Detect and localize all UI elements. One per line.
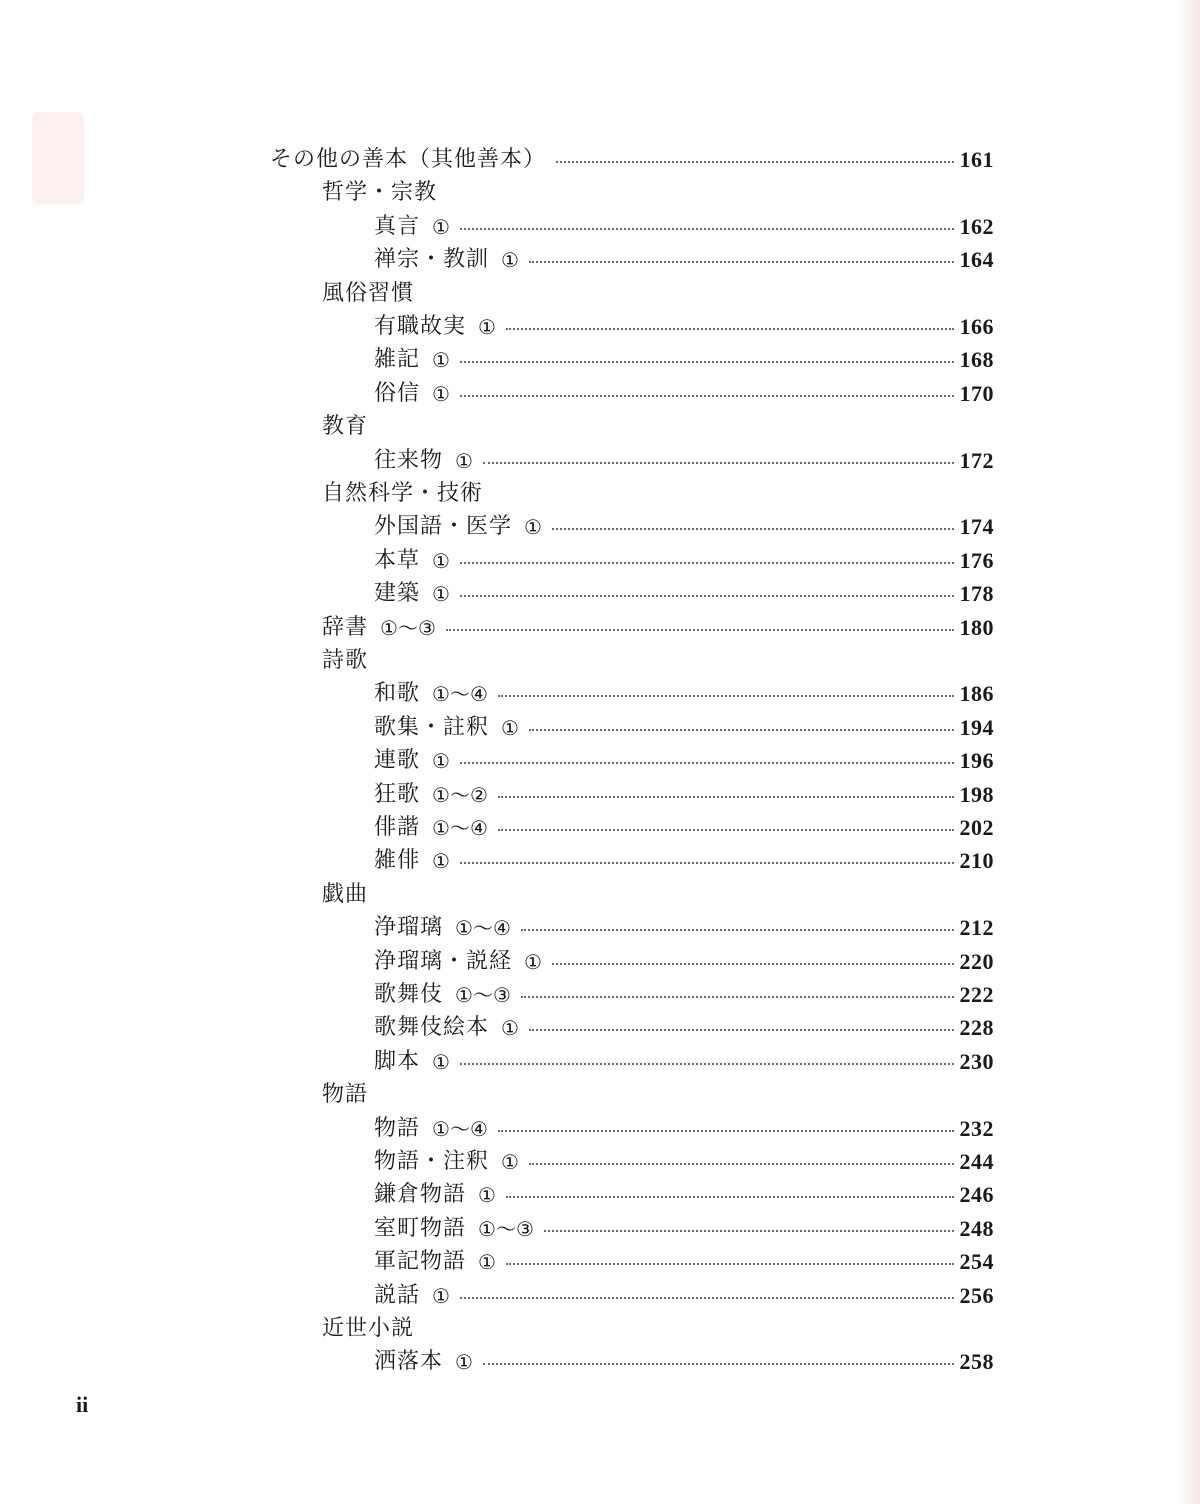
toc-entry	[374, 945, 994, 979]
entry-label: 外国語・医学	[374, 514, 513, 540]
section-heading: 近世小説	[322, 1316, 415, 1341]
entry-label: 歌集・註釈	[374, 714, 490, 740]
toc-entry	[374, 1112, 994, 1146]
volume-mark: ①	[501, 715, 519, 740]
dot-leader	[483, 462, 954, 464]
page-number: 220	[959, 948, 994, 974]
entry-label: 浄瑠璃	[374, 915, 444, 941]
entry-label: 狂歌	[374, 781, 421, 807]
toc-entry	[374, 677, 994, 711]
toc-entry	[374, 1245, 994, 1279]
entry-label: 洒落本	[374, 1349, 444, 1375]
dot-leader	[460, 595, 954, 597]
dot-leader	[529, 1029, 954, 1031]
toc-entry	[374, 711, 994, 745]
section-heading: 物語	[322, 1082, 369, 1108]
page-number: 244	[959, 1149, 994, 1174]
volume-mark: ①	[478, 1183, 496, 1208]
entry-label: 室町物語	[374, 1215, 467, 1241]
entry-label: 雑俳	[374, 848, 421, 874]
section-heading: 哲学・宗教	[322, 180, 438, 206]
page-number: 180	[959, 614, 994, 640]
volume-mark: ①〜④	[432, 816, 488, 840]
section-heading: 教育	[322, 414, 369, 440]
toc-entry	[374, 377, 994, 411]
page-number: 258	[959, 1349, 994, 1375]
page-number: 202	[959, 815, 994, 840]
toc-entry	[374, 978, 994, 1012]
toc-entry	[374, 1178, 994, 1212]
entry-label: 軍記物語	[374, 1249, 467, 1275]
page-number: 161	[959, 147, 994, 172]
section-heading: 自然科学・技術	[322, 481, 484, 506]
page-number: 186	[959, 681, 994, 707]
toc-entry	[374, 744, 994, 778]
entry-label: 本草	[374, 547, 421, 573]
entry-label: 歌舞伎	[374, 982, 444, 1007]
dot-leader	[506, 1263, 954, 1265]
page-number: 254	[959, 1249, 994, 1275]
page-number: 178	[959, 581, 994, 607]
volume-mark: ①	[432, 381, 450, 406]
toc-entry	[374, 1279, 994, 1313]
volume-mark: ①〜②	[432, 782, 488, 807]
dot-leader	[483, 1363, 954, 1365]
entry-label: 俗信	[374, 380, 421, 406]
volume-mark: ①	[501, 1150, 519, 1174]
dot-leader	[552, 963, 954, 965]
volume-mark: ①〜④	[455, 916, 511, 941]
entry-label: その他の善本（其他善本）	[270, 147, 547, 172]
dot-leader	[460, 361, 954, 363]
volume-mark: ①〜③	[455, 983, 511, 1007]
toc-entry	[374, 1212, 994, 1246]
entry-label: 脚本	[374, 1048, 421, 1074]
page-number: 172	[959, 447, 994, 473]
dot-leader	[544, 1230, 954, 1232]
toc-entry	[374, 811, 994, 845]
volume-mark: ①	[432, 214, 450, 239]
toc-entry	[374, 577, 994, 611]
toc-entry	[374, 844, 994, 878]
volume-mark: ①	[432, 1049, 450, 1074]
dot-leader	[506, 328, 954, 330]
section-heading: 詩歌	[322, 648, 369, 673]
page-number: 248	[959, 1215, 994, 1241]
volume-mark: ①	[432, 582, 450, 607]
volume-mark: ①	[432, 849, 450, 874]
volume-mark: ①	[478, 1250, 496, 1275]
dot-leader	[556, 161, 953, 163]
page-number: 228	[959, 1015, 994, 1041]
entry-label: 和歌	[374, 681, 421, 707]
toc-entry	[374, 310, 994, 344]
dot-leader	[521, 929, 954, 931]
volume-mark: ①	[524, 949, 542, 974]
entry-label: 説話	[374, 1282, 421, 1308]
volume-mark: ①〜③	[478, 1216, 534, 1241]
toc-entry	[374, 1345, 994, 1379]
page-number: 222	[959, 982, 994, 1007]
section-heading: 戯曲	[322, 881, 369, 907]
dot-leader	[521, 996, 954, 998]
toc-entry	[374, 243, 994, 277]
dot-leader	[460, 562, 954, 564]
page-number: 230	[959, 1048, 994, 1074]
page-number: 232	[959, 1115, 994, 1141]
dot-leader	[498, 829, 954, 831]
entry-label: 俳諧	[374, 815, 421, 840]
toc-entry	[374, 1045, 994, 1079]
volume-mark: ①	[432, 348, 450, 373]
entry-label: 歌舞伎絵本	[374, 1015, 490, 1041]
dot-leader	[498, 695, 954, 697]
page-number: 168	[959, 347, 994, 373]
volume-mark: ①	[432, 548, 450, 573]
dot-leader	[460, 762, 954, 764]
volume-mark: ①	[455, 1350, 473, 1375]
dot-leader	[498, 1130, 954, 1132]
page-number: 194	[959, 714, 994, 740]
entry-label: 禅宗・教訓	[374, 247, 490, 273]
dot-leader	[460, 228, 954, 230]
dot-leader	[506, 1196, 954, 1198]
toc-entry	[374, 911, 994, 945]
page-number: 176	[959, 547, 994, 573]
volume-mark: ①	[478, 315, 496, 339]
volume-mark: ①	[501, 248, 519, 273]
dot-leader	[529, 729, 954, 731]
entry-label: 浄瑠璃・説経	[374, 948, 513, 974]
entry-label: 往来物	[374, 447, 444, 473]
page-number: 210	[959, 848, 994, 874]
toc-entry	[374, 1011, 994, 1045]
entry-label: 雑記	[374, 347, 421, 373]
toc-entry	[322, 611, 994, 645]
volume-mark: ①	[432, 1283, 450, 1308]
toc-entry	[374, 510, 994, 544]
page-folio: ii	[76, 1392, 89, 1417]
page-number: 162	[959, 213, 994, 239]
entry-label: 真言	[374, 213, 421, 239]
volume-mark: ①〜④	[432, 1116, 488, 1141]
entry-label: 辞書	[322, 614, 369, 640]
page-number: 170	[959, 380, 994, 406]
page-number: 164	[959, 247, 994, 273]
volume-mark: ①	[501, 1016, 519, 1041]
toc-entry-top	[270, 143, 994, 177]
dot-leader	[460, 1063, 954, 1065]
volume-mark: ①	[524, 515, 542, 540]
dot-leader	[498, 796, 954, 798]
dot-leader	[529, 261, 954, 263]
entry-label: 有職故実	[374, 314, 467, 339]
dot-leader	[446, 629, 954, 631]
toc-entry	[374, 444, 994, 478]
page-number: 246	[959, 1182, 994, 1208]
volume-mark: ①〜③	[380, 615, 436, 640]
entry-label: 建築	[374, 581, 421, 607]
entry-label: 物語	[374, 1115, 421, 1141]
toc-entry	[374, 778, 994, 812]
dot-leader	[552, 528, 954, 530]
volume-mark: ①〜④	[432, 682, 488, 707]
volume-mark: ①	[455, 448, 473, 473]
volume-mark: ①	[432, 749, 450, 774]
page-number: 174	[959, 514, 994, 540]
entry-label: 物語・注釈	[374, 1149, 490, 1174]
page-number: 196	[959, 748, 994, 774]
toc-entry	[374, 210, 994, 244]
page-number: 212	[959, 915, 994, 941]
page-number: 256	[959, 1282, 994, 1308]
entry-label: 鎌倉物語	[374, 1182, 467, 1208]
dot-leader	[460, 1297, 954, 1299]
section-heading: 風俗習慣	[322, 280, 415, 306]
page-number: 166	[959, 314, 994, 339]
entry-label: 連歌	[374, 748, 421, 774]
toc-entry	[374, 544, 994, 578]
dot-leader	[460, 862, 954, 864]
toc-entry	[374, 343, 994, 377]
page-number: 198	[959, 781, 994, 807]
toc-entry	[374, 1145, 994, 1179]
dot-leader	[529, 1163, 954, 1165]
dot-leader	[460, 395, 954, 397]
